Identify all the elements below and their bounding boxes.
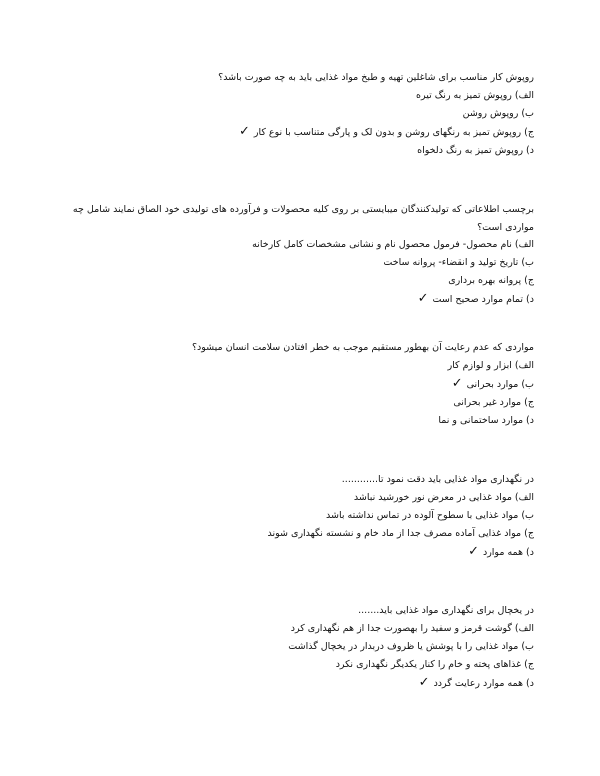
- answer-option: [62, 87, 534, 105]
- answer-option: [62, 674, 534, 693]
- option-label: ج) موارد غیر بحرانی: [453, 397, 534, 408]
- check-icon: ✓: [418, 675, 430, 690]
- question-1: [62, 69, 534, 160]
- option-label: د) همه موارد: [482, 547, 534, 558]
- question-stem: در نگهداری مواد غذایی باید دقت نمود تا............: [341, 474, 534, 485]
- option-label: ب) تاریخ تولید و انقضاء- پروانه ساخت: [383, 257, 534, 268]
- question-stem: برچسب اطلاعاتی که تولیدکنندگان میبایستی بر روی کلیه محصولات و فرآورده های تولیدی خود الصاق نمایند شامل چه مواردی است؟: [72, 204, 534, 233]
- question-4: [62, 471, 534, 562]
- check-icon: ✓: [468, 544, 479, 559]
- check-icon: ✓: [239, 124, 250, 139]
- option-label: د) همه موارد رعایت گردد: [433, 678, 534, 689]
- question-stem: در یخچال برای نگهداری مواد غذایی باید.......: [358, 605, 534, 616]
- answer-option: [62, 254, 534, 272]
- answer-option: [62, 638, 534, 656]
- option-label: ج) غذاهای پخته و خام را کنار یکدیگر نگهداری نکرد: [335, 659, 534, 670]
- question-5: [62, 602, 534, 693]
- answer-option: [62, 357, 534, 375]
- question-stem: روپوش کار مناسب برای شاغلین تهیه و طبخ مواد غذایی باید به چه صورت باشد؟: [218, 72, 534, 83]
- question-stem: مواردی که عدم رعایت آن بهطور مستقیم موجب به خطر افتادن سلامت انسان میشود؟: [191, 342, 534, 353]
- option-label: ب) روپوش روشن: [462, 108, 534, 119]
- answer-option: [62, 489, 534, 507]
- option-label: ج) روپوش تمیز به رنگهای روشن و بدون لک و پارگی متناسب با نوع کار: [253, 127, 534, 138]
- check-icon: ✓: [417, 291, 429, 306]
- answer-option: [62, 142, 534, 160]
- option-label: د) موارد ساختمانی و نما: [438, 415, 534, 426]
- option-label: د) تمام موارد صحیح است: [432, 294, 534, 305]
- option-label: د) روپوش تمیز به رنگ دلخواه: [417, 145, 534, 156]
- question-2: [62, 201, 534, 309]
- option-label: الف) ابزار و لوازم کار: [447, 360, 534, 371]
- option-label: ج) مواد غذایی آماده مصرف جدا از ماد خام و نشسته نگهداری شوند: [267, 528, 534, 539]
- option-label: ب) مواد غذایی با سطوح آلوده در تماس نداشته باشد: [326, 510, 534, 521]
- option-label: الف) مواد غذایی در معرض نور خورشید نباشد: [353, 492, 534, 503]
- answer-option: [62, 543, 534, 562]
- option-label: ب) موارد بحرانی: [466, 379, 534, 390]
- answer-option: [62, 620, 534, 638]
- answer-option: [62, 290, 534, 309]
- answer-option: [62, 507, 534, 525]
- answer-option: [62, 105, 534, 123]
- answer-option: [62, 272, 534, 290]
- answer-option: [62, 525, 534, 543]
- answer-option: [62, 375, 534, 394]
- option-label: الف) گوشت قرمز و سفید را بهصورت جدا از هم نگهداری کرد: [290, 623, 534, 634]
- answer-option: [62, 236, 534, 254]
- question-3: [62, 339, 534, 430]
- answer-option: [62, 123, 534, 142]
- answer-option: [62, 412, 534, 430]
- check-icon: ✓: [451, 376, 463, 391]
- answer-option: [62, 394, 534, 412]
- answer-option: [62, 656, 534, 674]
- option-label: الف) روپوش تمیز به رنگ تیره: [416, 90, 534, 101]
- option-label: ب) مواد غذایی را با پوشش یا ظروف دربدار در یخچال گذاشت: [288, 641, 534, 652]
- option-label: ج) پروانه بهره برداری: [448, 275, 534, 286]
- option-label: الف) نام محصول- فرمول محصول نام و نشانی مشخصات کامل کارخانه: [252, 239, 534, 250]
